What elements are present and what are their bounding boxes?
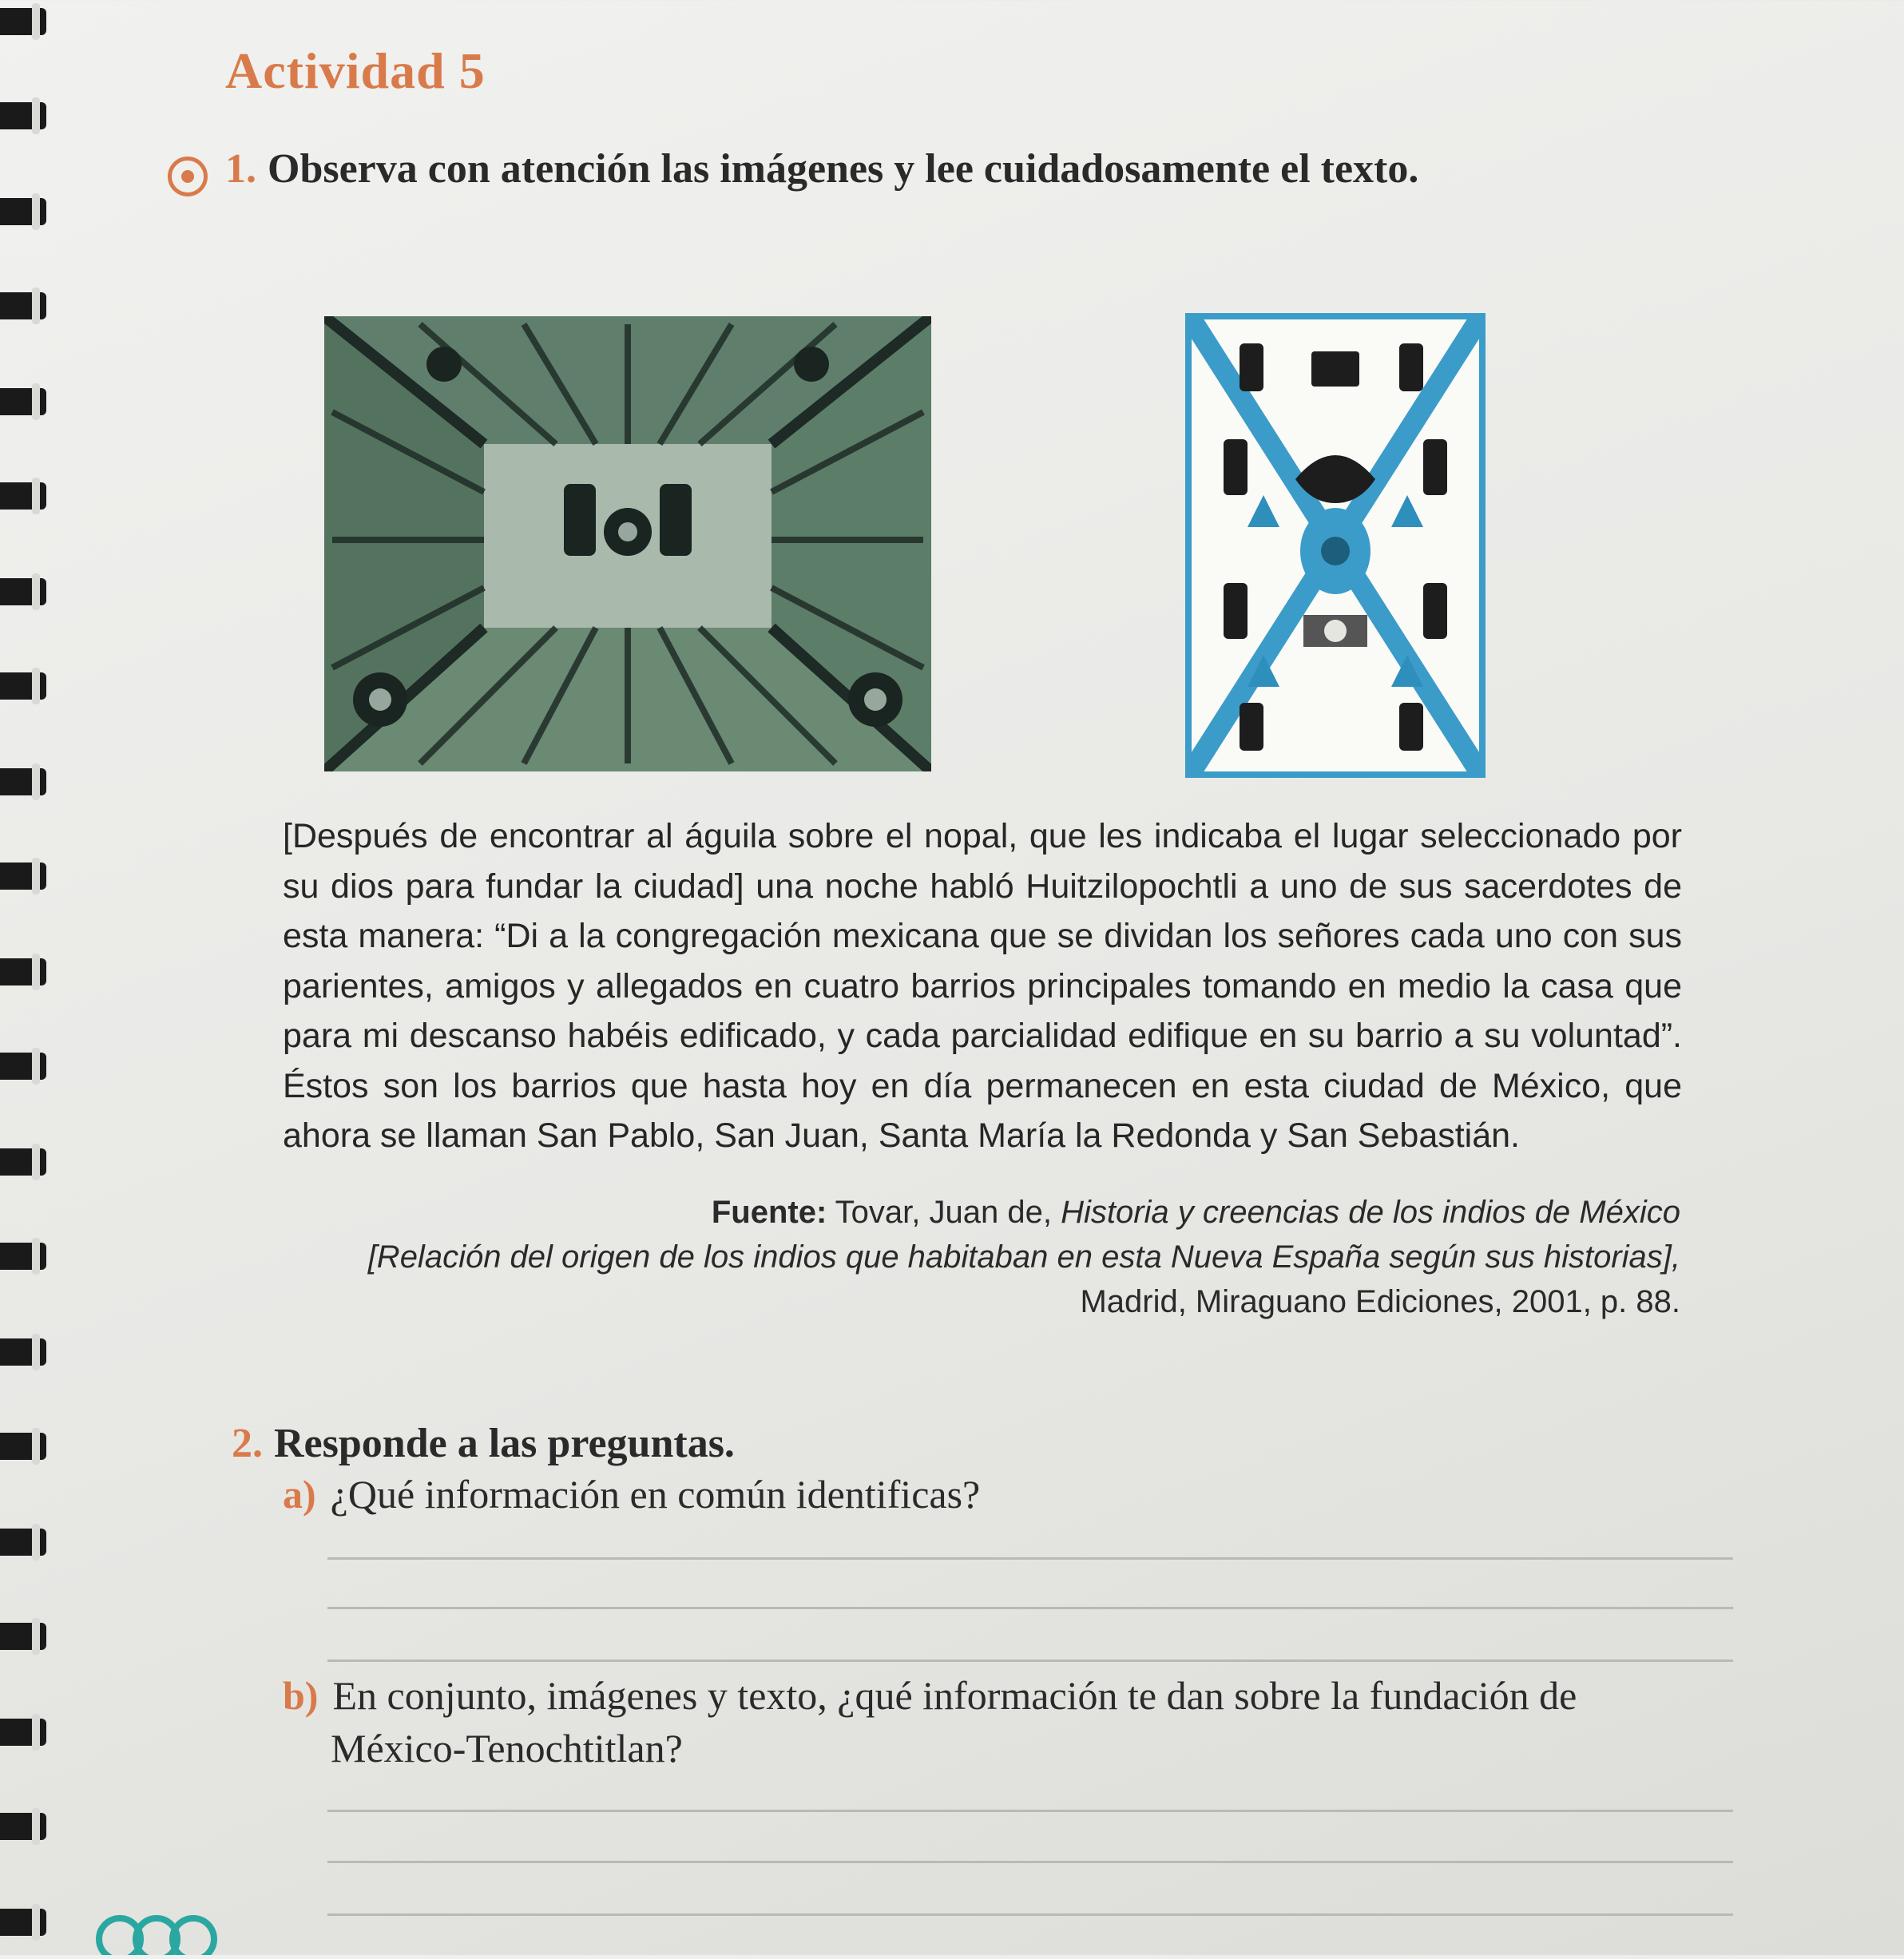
question-2b [283,1672,1577,1719]
binding-ring [0,1148,46,1176]
answer-line[interactable] [327,1810,1733,1812]
spiral-binding [0,0,56,1955]
binding-ring [0,1338,46,1366]
answer-line[interactable] [327,1861,1733,1863]
mural-image [324,316,931,771]
source-author: Tovar, Juan de, [835,1195,1052,1230]
binding-ring [0,292,46,319]
binding-ring [0,578,46,605]
answer-line[interactable] [327,1557,1733,1560]
binding-ring [0,768,46,795]
answer-line[interactable] [327,1913,1733,1916]
codex-image [1185,313,1486,778]
question-1-text: Observa con atención las imágenes y lee cuidadosamente el texto. [268,146,1419,192]
binding-ring [0,482,46,510]
binding-ring [0,102,46,129]
binding-ring [0,1719,46,1746]
binding-ring [0,1909,46,1936]
answer-line[interactable] [327,1660,1733,1662]
source-label: Fuente: [711,1195,827,1230]
binding-ring [0,1813,46,1840]
binding-ring [0,1243,46,1270]
question-2-heading [232,1420,735,1467]
binding-ring [0,8,46,35]
question-2-number: 2. [232,1421,263,1466]
binding-ring [0,1053,46,1080]
binding-ring [0,672,46,700]
source-subtitle: [Relación del origen de los indios que habitaban en esta Nueva España según sus historias], [367,1239,1680,1275]
question-2b-text-line1: En conjunto, imágenes y texto, ¿qué información te dan sobre la fundación de [332,1673,1577,1718]
binding-ring [0,198,46,225]
answer-line[interactable] [327,1607,1733,1609]
publisher-logo-icon [88,1907,224,1959]
binding-ring [0,1433,46,1460]
question-2a-text: ¿Qué información en común identificas? [330,1472,981,1517]
source-line-2 [283,1235,1680,1279]
binding-ring [0,388,46,415]
codex-pictograph-icon [1192,319,1479,771]
mural-pictograph-icon [324,316,931,771]
binding-ring [0,1623,46,1650]
source-line-1 [283,1190,1680,1235]
source-title: Historia y creencias de los indios de México [1061,1195,1680,1230]
question-2-text: Responde a las preguntas. [274,1421,735,1466]
activity-title: Actividad 5 [225,42,486,99]
passage-text: [Después de encontrar al águila sobre el nopal, que les indicaba el lugar seleccionado por su dios para fundar la ciudad] una noche habló Huitzilopochtli a uno de sus sacerdotes de esta manera: “Di a la congregación mexicana que se dividan los señores cada uno con sus parientes, amigos y allegados en cuatro barrios principales tomando en medio la casa que para mi descanso habéis edificado, y cada parcialidad edifique en su barrio a su voluntad”. Éstos son los barrios que hasta hoy en día permanecen en esta ciudad de México, que ahora se llaman San Pablo, San Juan, Santa María la Redonda y San Sebastián. [283,817,1682,1155]
source-citation [283,1190,1680,1324]
binding-ring [0,1529,46,1556]
binding-ring [0,958,46,985]
question-1-heading [225,145,1418,192]
source-line-3: Madrid, Miraguano Ediciones, 2001, p. 88. [1080,1284,1680,1319]
binding-ring [0,863,46,890]
question-2a-letter: a) [283,1472,316,1517]
target-icon [168,157,208,196]
question-1-number: 1. [225,146,256,192]
question-2a [283,1471,980,1517]
question-2b-line2: México-Tenochtitlan? [331,1726,683,1771]
question-2b-letter: b) [283,1673,319,1718]
